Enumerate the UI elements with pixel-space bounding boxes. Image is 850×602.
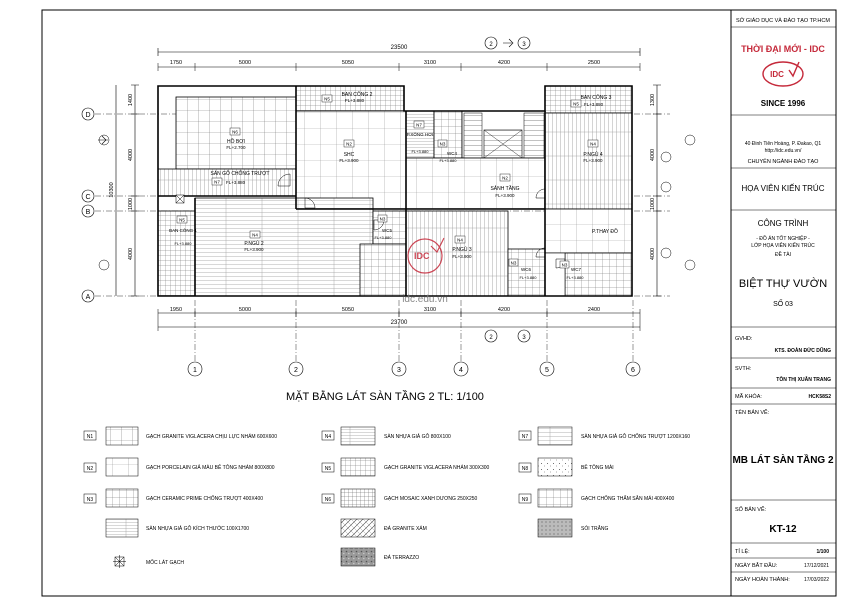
- dim-left-1: 1400: [128, 93, 134, 107]
- svg-text:N2: N2: [86, 466, 94, 472]
- svg-text:N7: N7: [521, 434, 529, 440]
- tile-start-mark-on-plan: [176, 195, 184, 203]
- plan-title: MẶT BẰNG LÁT SÀN TẦNG 2 TL: 1/100: [286, 391, 484, 403]
- svg-text:N6: N6: [232, 129, 238, 135]
- tb-drawing-name: MB LÁT SÀN TẦNG 2: [732, 455, 834, 466]
- svg-text:P.NGỦ 3: P.NGỦ 3: [452, 247, 472, 253]
- tb-topic-no: SỐ 03: [773, 301, 793, 308]
- svg-text:FL+3.900: FL+3.900: [244, 247, 264, 252]
- tb-topic: BIỆT THỰ VƯỜN: [738, 278, 828, 290]
- svg-text:SÀN NHỰA GIẢ GỖ CHỐNG TRƯỢT 12: SÀN NHỰA GIẢ GỖ CHỐNG TRƯỢT 1200X160: [581, 434, 691, 440]
- dim-bottom-4: 3100: [423, 307, 437, 313]
- section-mark-bottom-3: [518, 330, 530, 342]
- svg-text:P.THAY ĐỒ: P.THAY ĐỒ: [592, 229, 618, 235]
- dim-left-3: 1000: [128, 197, 134, 211]
- dim-bottom-1: 1950: [169, 307, 183, 313]
- grid-col-4: 4: [459, 367, 463, 374]
- tb-scale: 1/100: [816, 549, 829, 555]
- svg-text:P.NGỦ 2: P.NGỦ 2: [244, 241, 264, 247]
- dim-left-overall: 10300: [109, 182, 115, 198]
- dimension-left: [109, 85, 139, 296]
- svg-text:FL+2.700: FL+2.700: [226, 145, 246, 150]
- svg-text:N3: N3: [439, 141, 446, 147]
- svg-text:P.XÔNG HƠI: P.XÔNG HƠI: [406, 132, 434, 137]
- svg-text:FL+3.880: FL+3.880: [411, 149, 429, 154]
- svg-text:GẠCH CHỐNG THẤM SÂN MÁI 400X40: GẠCH CHỐNG THẤM SÂN MÁI 400X400: [581, 496, 675, 502]
- svg-text:FL+3.900: FL+3.900: [583, 158, 603, 163]
- dim-top-1: 1750: [169, 60, 183, 66]
- svg-text:ĐÁ TERRAZZO: ĐÁ TERRAZZO: [384, 555, 420, 561]
- legend-item-n8: [519, 458, 614, 476]
- svg-text:BAN CÔNG 1: BAN CÔNG 1: [169, 228, 197, 233]
- svg-text:N8: N8: [521, 466, 529, 472]
- dimension-top-segments: [158, 60, 640, 71]
- legend-item-n2: [84, 458, 275, 476]
- svg-text:N5: N5: [573, 101, 579, 107]
- svg-text:N3: N3: [86, 497, 94, 503]
- svg-text:FL+3.900: FL+3.900: [452, 254, 472, 259]
- svg-text:MỐC LÁT GẠCH: MỐC LÁT GẠCH: [146, 560, 184, 566]
- svg-text:FL+3.880: FL+3.880: [584, 102, 604, 107]
- svg-text:GẠCH GRANITE VIGLACERA CHỊU LỰ: GẠCH GRANITE VIGLACERA CHỊU LỰC NHÁM 600X600: [146, 434, 277, 440]
- legend-item-vinyl-100x1700: [106, 519, 249, 537]
- svg-text:SHC: SHC: [343, 152, 355, 158]
- svg-text:N1: N1: [86, 434, 94, 440]
- svg-text:WC5: WC5: [382, 228, 392, 233]
- tb-project-line1: - ĐỒ ÁN TỐT NGHIỆP -: [756, 236, 810, 242]
- svg-text:FL+3.880: FL+3.880: [519, 275, 537, 280]
- svg-text:N4: N4: [252, 232, 258, 238]
- svg-text:FL+3.880: FL+3.880: [345, 98, 365, 103]
- svg-text:FL+3.900: FL+3.900: [339, 158, 359, 163]
- svg-text:N3: N3: [379, 216, 386, 222]
- svg-text:ĐÁ GRANITE XÁM: ĐÁ GRANITE XÁM: [384, 526, 427, 532]
- svg-text:SÀN NHỰA GIẢ GỖ KÍCH THƯỚC 100: SÀN NHỰA GIẢ GỖ KÍCH THƯỚC 100X1700: [146, 526, 250, 532]
- legend-item-n6: [322, 489, 478, 507]
- svg-text:IDC: IDC: [414, 251, 430, 261]
- watermark-text: idc.edu.vn: [402, 294, 448, 305]
- grid-row-c: C: [85, 194, 91, 201]
- grid-row-d: D: [85, 112, 91, 119]
- tb-project-line2: LỚP HỌA VIÊN KIẾN TRÚC: [751, 243, 815, 249]
- svg-text:FL+3.880: FL+3.880: [174, 241, 192, 246]
- tb-end-date: 17/03/2022: [803, 577, 829, 583]
- tb-address: 40 Đinh Tiên Hoàng, P. Đakao, Q1: [744, 141, 822, 147]
- tb-major: HỌA VIÊN KIẾN TRÚC: [741, 184, 825, 193]
- svg-text:BAN CÔNG 2: BAN CÔNG 2: [341, 92, 373, 98]
- tb-brand: THỜI ĐẠI MỚI - IDC: [741, 44, 825, 54]
- svg-text:SỎI TRẮNG: SỎI TRẮNG: [581, 526, 609, 532]
- dim-right-2: 4000: [650, 148, 656, 162]
- dim-top-3: 5050: [341, 60, 355, 66]
- legend-item-tile-start-mark: [113, 555, 184, 568]
- dim-left-4: 4000: [128, 247, 134, 261]
- svg-text:N5: N5: [324, 466, 332, 472]
- legend-item-terrazzo: [341, 548, 419, 566]
- dim-bottom-5: 4200: [497, 307, 511, 313]
- svg-text:N3: N3: [510, 260, 517, 266]
- legend-item-n3: [84, 489, 263, 507]
- tb-start-date: 17/12/2021: [803, 563, 829, 569]
- tb-sheet-label: SỐ BẢN VẼ:: [735, 507, 767, 513]
- legend-item-n7: [519, 427, 690, 445]
- dim-bottom-3: 5050: [341, 307, 355, 313]
- svg-text:FL+3.880: FL+3.880: [439, 158, 457, 163]
- tb-gvhd: KTS. ĐOÀN ĐỨC DŨNG: [774, 348, 831, 354]
- dim-top-overall: 23500: [390, 45, 408, 51]
- dim-top-4: 3100: [423, 60, 437, 66]
- svg-text:N2: N2: [346, 141, 352, 147]
- svg-text:N4: N4: [590, 141, 596, 147]
- svg-text:N7: N7: [416, 122, 422, 128]
- svg-text:SÀN GỖ CHỐNG TRƯỢT: SÀN GỖ CHỐNG TRƯỢT: [210, 171, 270, 177]
- svg-text:WC4: WC4: [447, 151, 457, 156]
- section-mark-bottom-2: [485, 330, 497, 342]
- svg-text:FL+3.880: FL+3.880: [374, 235, 392, 240]
- dim-left-2: 4000: [128, 148, 134, 162]
- svg-text:P.NGỦ 4: P.NGỦ 4: [583, 152, 603, 158]
- grid-col-axes: [188, 300, 640, 376]
- dim-top-2: 5000: [238, 60, 252, 66]
- svg-text:GẠCH GRANITE VIGLACERA NHÁM 30: GẠCH GRANITE VIGLACERA NHÁM 300X300: [384, 465, 490, 471]
- section-mark-top-3: [503, 37, 530, 49]
- svg-text:BÊ TÔNG MÀI: BÊ TÔNG MÀI: [581, 465, 614, 471]
- legend-item-n1: [84, 427, 277, 445]
- floor-plan: [82, 37, 695, 376]
- svg-text:N9: N9: [521, 497, 529, 503]
- grid-col-2: 2: [294, 367, 298, 374]
- svg-text:N5: N5: [179, 217, 185, 223]
- dim-bottom-2: 5000: [238, 307, 252, 313]
- grid-row-b: B: [85, 209, 91, 216]
- tb-class-code: HCK58S2: [808, 394, 831, 400]
- tb-topic-label: ĐỀ TÀI: [774, 252, 792, 258]
- section-mark-top-2: [485, 37, 497, 49]
- tb-drawing-label: TÊN BẢN VẼ:: [735, 410, 770, 416]
- svg-text:GẠCH MOSAIC XANH DƯƠNG 250X250: GẠCH MOSAIC XANH DƯƠNG 250X250: [384, 496, 478, 502]
- tb-end-label: NGÀY HOÀN THÀNH:: [735, 577, 790, 583]
- svg-text:N5: N5: [324, 96, 330, 102]
- dim-right-3: 1000: [650, 197, 656, 211]
- legend-item-gravel: [538, 519, 609, 537]
- tb-class-label: MÃ KHÓA:: [735, 394, 762, 400]
- svg-text:3: 3: [522, 335, 526, 341]
- svg-text:HỒ BƠI: HỒ BƠI: [227, 139, 245, 145]
- grid-col-1: 1: [193, 367, 197, 374]
- dimension-right: [650, 85, 661, 296]
- svg-text:2: 2: [489, 335, 493, 341]
- svg-text:WC7: WC7: [571, 267, 581, 272]
- svg-text:WC6: WC6: [521, 267, 531, 272]
- grid-col-6: 6: [631, 367, 635, 374]
- tb-svth: TÔN THỊ XUÂN TRANG: [776, 377, 831, 383]
- tb-svth-label: SVTH:: [735, 366, 752, 372]
- room-label-dressing-room: [592, 228, 618, 235]
- dim-bottom-overall: 23700: [390, 320, 408, 326]
- svg-text:SÀN NHỰA GIẢ GỖ 800X100: SÀN NHỰA GIẢ GỖ 800X100: [384, 434, 451, 440]
- tb-logo-text: IDC: [770, 70, 784, 79]
- svg-text:FL+3.880: FL+3.880: [226, 180, 246, 185]
- legend-item-n4: [322, 427, 451, 445]
- dim-right-1: 1300: [650, 93, 656, 107]
- svg-text:N4: N4: [324, 434, 332, 440]
- svg-text:3: 3: [522, 42, 526, 48]
- svg-text:N2: N2: [502, 175, 508, 181]
- svg-text:FL+3.880: FL+3.880: [566, 275, 584, 280]
- tb-start-label: NGÀY BẮT ĐẦU:: [735, 563, 778, 569]
- svg-text:2: 2: [489, 42, 493, 48]
- tb-sheet-number: KT-12: [769, 524, 797, 535]
- svg-text:N4: N4: [457, 237, 463, 243]
- tb-training-label: CHUYÊN NGÀNH ĐÀO TẠO: [747, 159, 819, 165]
- svg-text:N7: N7: [214, 179, 220, 185]
- dim-top-5: 4200: [497, 60, 511, 66]
- svg-text:FL+3.900: FL+3.900: [495, 193, 515, 198]
- tb-gvhd-label: GVHD:: [735, 336, 753, 342]
- title-block: [731, 10, 836, 596]
- svg-text:N6: N6: [324, 497, 332, 503]
- tb-since: SINCE 1996: [760, 99, 806, 108]
- legend-item-n5: [322, 458, 490, 476]
- dim-top-6: 2500: [587, 60, 601, 66]
- dimension-top-overall: [158, 45, 640, 56]
- tb-project-label: CÔNG TRÌNH: [757, 219, 809, 228]
- grid-col-3: 3: [397, 367, 401, 374]
- grid-col-5: 5: [545, 367, 549, 374]
- dim-right-4: 4000: [650, 247, 656, 261]
- legend-item-granite: [341, 519, 427, 537]
- svg-text:GẠCH CERAMIC PRIME CHỐNG TRƯỢT: GẠCH CERAMIC PRIME CHỐNG TRƯỢT 400X400: [146, 496, 264, 502]
- legend: [84, 427, 690, 568]
- svg-text:SẢNH TẦNG: SẢNH TẦNG: [490, 186, 520, 192]
- svg-text:N3: N3: [561, 262, 568, 268]
- svg-text:BAN CÔNG 3: BAN CÔNG 3: [580, 95, 612, 101]
- tb-website: http://idc.edu.vn/: [764, 148, 802, 154]
- grid-row-a: A: [85, 294, 91, 301]
- tb-scale-label: TỈ LỆ:: [735, 549, 750, 555]
- svg-text:GẠCH PORCELAIN GIẢ MÀU BÊ TÔNG: GẠCH PORCELAIN GIẢ MÀU BÊ TÔNG NHÁM 800X800: [146, 465, 275, 471]
- legend-item-n9: [519, 489, 674, 507]
- tb-department: SỞ GIÁO DỤC VÀ ĐÀO TẠO TP.HCM: [736, 18, 830, 24]
- dim-bottom-6: 2400: [587, 307, 601, 313]
